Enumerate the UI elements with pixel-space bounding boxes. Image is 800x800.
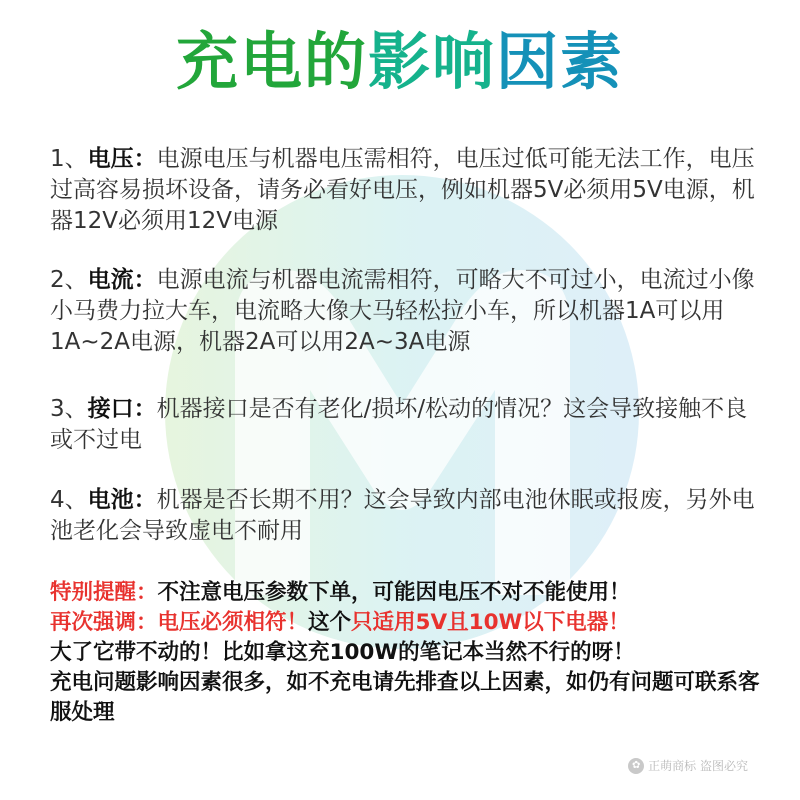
section-text: 电源电流与机器电流需相符，可略大不可过小，电流过小像小马费力拉大车，电流略大像大马轻松拉小车，所以机器1A可以用1A~2A电源，机器2A可以用2A~3A电源 bbox=[50, 267, 755, 355]
special-reminder-label: 特别提醒： bbox=[50, 580, 158, 605]
watermark-text: 正萌商标 盗图必究 bbox=[648, 759, 748, 773]
emphasis-label: 再次强调：电压必须相符！ bbox=[50, 610, 309, 635]
section-text: 机器接口是否有老化/损坏/松动的情况？这会导致接触不良或不过电 bbox=[50, 396, 748, 453]
emphasis-text-a: 这个 bbox=[308, 610, 352, 635]
section-number: 3、 bbox=[50, 396, 88, 422]
section-voltage bbox=[50, 144, 760, 237]
section-current bbox=[50, 265, 760, 358]
warning-line: 大了它带不动的！比如拿这充100W的笔记本当然不行的呀！ bbox=[50, 640, 635, 665]
section-label: 接口： bbox=[87, 396, 157, 422]
page-title bbox=[0, 22, 800, 102]
emphasis-text-b: 只适用5V且10W以下电器！ bbox=[351, 610, 630, 635]
section-text: 电源电压与机器电压需相符，电压过低可能无法工作，电压过高容易损坏设备，请务必看好电压，例如机器5V必须用5V电源，机器12V必须用12V电源 bbox=[50, 146, 755, 234]
special-reminder-text: 不注意电压参数下单，可能因电压不对不能使用！ bbox=[157, 580, 631, 605]
section-number: 4、 bbox=[50, 487, 88, 513]
title-part-2: 影响 bbox=[367, 25, 496, 98]
section-port bbox=[50, 394, 760, 456]
section-number: 1、 bbox=[50, 146, 88, 172]
section-label: 电压： bbox=[87, 146, 157, 172]
title-part-1: 充电的 bbox=[175, 25, 368, 98]
advice-line: 充电问题影响因素很多，如不充电请先排查以上因素，如仍有问题可联系客服处理 bbox=[50, 670, 760, 725]
section-text: 机器是否长期不用？这会导致内部电池休眠或报废，另外电池老化会导致虚电不耐用 bbox=[50, 487, 755, 544]
notes-block bbox=[50, 578, 760, 728]
section-number: 2、 bbox=[50, 267, 88, 293]
section-label: 电流： bbox=[87, 267, 157, 293]
corner-watermark bbox=[628, 757, 748, 774]
emphasis-line bbox=[50, 608, 760, 638]
section-battery bbox=[50, 485, 760, 547]
brand-logo-icon: ✿ bbox=[628, 758, 644, 774]
title-part-3: 因素 bbox=[496, 25, 625, 98]
special-reminder-line bbox=[50, 578, 760, 608]
section-label: 电池： bbox=[87, 487, 157, 513]
